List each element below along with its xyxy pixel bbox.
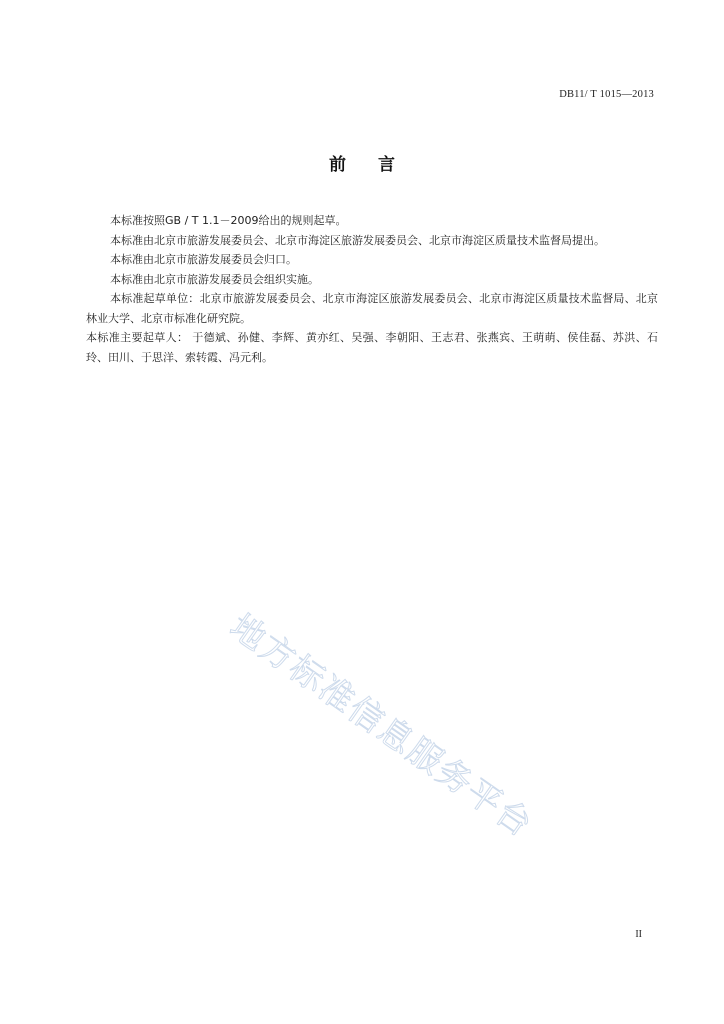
paragraph-centralized-by: 本标准由北京市旅游发展委员会归口。 [110,253,297,266]
standard-code: DB11/ T 1015—2013 [559,89,654,100]
paragraph-implemented-by: 本标准由北京市旅游发展委员会组织实施。 [110,272,319,286]
watermark-text: 地方标准信息服务平台 [222,606,541,846]
paragraph-proposed-by: 本标准由北京市旅游发展委员会、北京市海淀区旅游发展委员会、北京市海淀区质量技术监督局提出。 [110,233,605,247]
paragraph-drafting-rules: 本标准按照GB / T 1.1－2009给出的规则起草。 [110,214,347,227]
paragraph-drafting-units: 本标准起草单位：北京市旅游发展委员会、北京市海淀区旅游发展委员会、北京市海淀区质量技术监督局、北京林业大学、北京市标准化研究院。 [86,292,658,325]
foreword-body [86,211,658,367]
page-title: 前言 [329,155,427,175]
page-number: II [635,929,642,940]
paragraph-drafters: 本标准主要起草人： 于德斌、孙健、李辉、黄亦红、吴强、李朝阳、王志君、张燕宾、王萌萌、侯佳磊、苏洪、石玲、田川、于思洋、索转霞、冯元利。 [86,331,658,364]
